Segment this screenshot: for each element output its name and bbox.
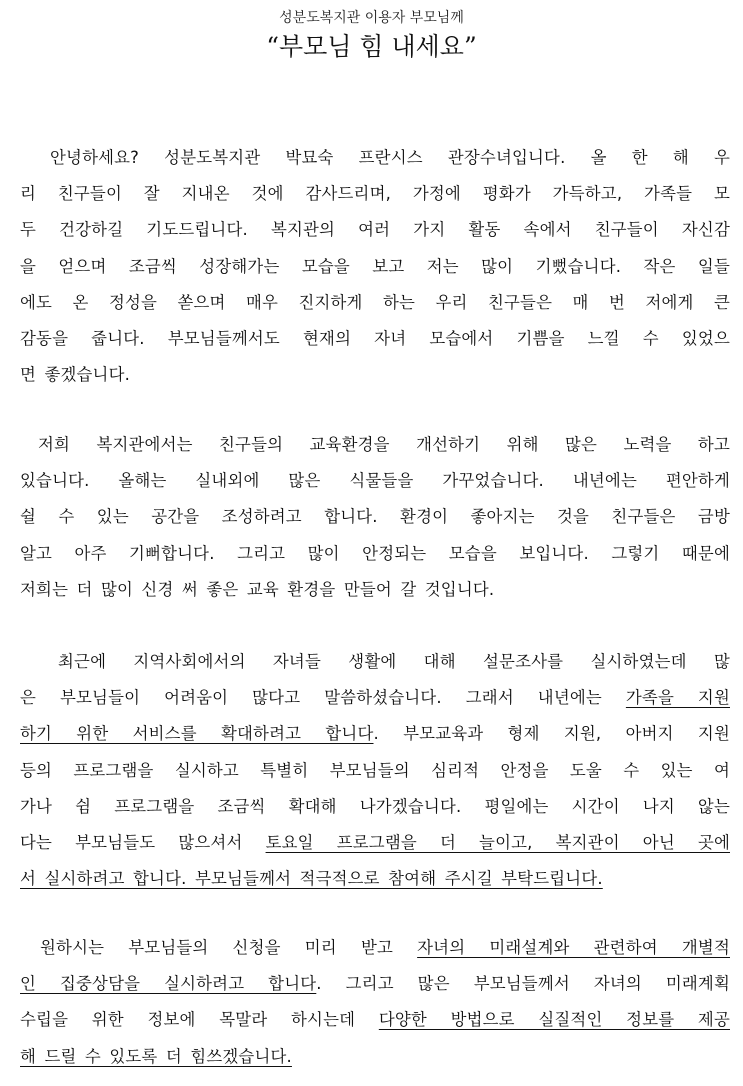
underlined-text: 해 드릴 수 있도록 더 힘쓰겠습니다. <box>20 1046 292 1066</box>
text-line: 은 부모님들이 어려움이 많다고 말씀하셨습니다. 그래서 내년에는 가족을 지원 <box>20 688 730 708</box>
text-line: 있습니다. 올해는 실내외에 많은 식물들을 가꾸었습니다. 내년에는 편안하게 <box>20 471 730 491</box>
paragraph-greeting <box>20 140 730 393</box>
text-line: 수립을 위한 정보에 목말라 하시는데 다양한 방법으로 실질적인 정보를 제공 <box>20 1010 730 1030</box>
text-line: 저희는 더 많이 신경 써 좋은 교육 환경을 만들어 갈 것입니다. <box>20 579 495 599</box>
text-line: 원하시는 부모님들의 신청을 미리 받고 자녀의 미래설계와 관련하여 개별적 <box>40 938 730 957</box>
text-line: 저희 복지관에서는 친구들의 교육환경을 개선하기 위해 많은 노력을 하고 <box>38 435 730 454</box>
text-line: 을 얻으며 조금씩 성장해가는 모습을 보고 저는 많이 기뻤습니다. 작은 일들 <box>20 256 730 276</box>
text-line: 가나 쉼 프로그램을 조금씩 확대해 나가겠습니다. 평일에는 시간이 나지 않는 <box>20 796 730 816</box>
text-line: 쉴 수 있는 공간을 조성하려고 합니다. 환경이 좋아지는 것을 친구들은 금방 <box>20 507 730 527</box>
text-line: 최근에 지역사회에서의 자녀들 생활에 대해 설문조사를 실시하였는데 많 <box>58 652 730 671</box>
underlined-text: 자녀의 미래설계와 관련하여 개별적 <box>417 938 730 957</box>
underlined-text: 다양한 방법으로 실질적인 정보를 제공 <box>378 1010 730 1030</box>
letter-title: “부모님 힘 내세요” <box>266 32 477 61</box>
text-line: 안녕하세요? 성분도복지관 박묘숙 프란시스 관장수녀입니다. 올 한 해 우 <box>50 148 730 167</box>
text-line: 하기 위한 서비스를 확대하려고 합니다. 부모교육과 형제 지원, 아버지 지원 <box>20 724 730 744</box>
paragraph-family-support <box>20 644 730 897</box>
text-line: 감동을 줍니다. 부모님들께서도 현재의 자녀 모습에서 기쁨을 느낄 수 있었으 <box>20 328 730 348</box>
text-line <box>20 1039 730 1075</box>
text-line: 리 친구들이 잘 지내온 것에 감사드리며, 가정에 평화가 가득하고, 가족들 모 <box>20 184 730 204</box>
underlined-text: 가족을 지원 <box>625 688 730 708</box>
underlined-text: 토요일 프로그램을 더 늘이고, 복지관이 아닌 곳에 <box>265 832 730 852</box>
text-line: 알고 아주 기뻐합니다. 그리고 많이 안정되는 모습을 보입니다. 그렇기 때문에 <box>20 543 730 563</box>
text-line: 등의 프로그램을 실시하고 특별히 부모님들의 심리적 안정을 도울 수 있는 여 <box>20 760 730 780</box>
text-line: 다는 부모님들도 많으셔서 토요일 프로그램을 더 늘이고, 복지관이 아닌 곳에 <box>20 832 730 852</box>
underlined-text: 하기 위한 서비스를 확대하려고 합니다 <box>20 724 374 744</box>
text-line: 두 건강하길 기도드립니다. 복지관의 여러 가지 활동 속에서 친구들이 자신감 <box>20 220 730 240</box>
text-line <box>20 861 730 897</box>
underlined-text: 서 실시하려고 합니다. 부모님들께서 적극적으로 참여해 주시길 부탁드립니다. <box>20 869 603 889</box>
paragraph-environment <box>20 427 730 608</box>
paragraph-counseling <box>20 930 730 1075</box>
text-line: 에도 온 정성을 쏟으며 매우 진지하게 하는 우리 친구들은 매 번 저에게 큰 <box>20 292 730 312</box>
underlined-text: 인 집중상담을 실시하려고 합니다 <box>20 974 317 994</box>
text-line: 인 집중상담을 실시하려고 합니다. 그리고 많은 부모님들께서 자녀의 미래계획 <box>20 974 730 994</box>
text-line: 면 좋겠습니다. <box>20 365 131 385</box>
letter-subtitle: 성분도복지관 이용자 부모님께 <box>279 10 464 26</box>
